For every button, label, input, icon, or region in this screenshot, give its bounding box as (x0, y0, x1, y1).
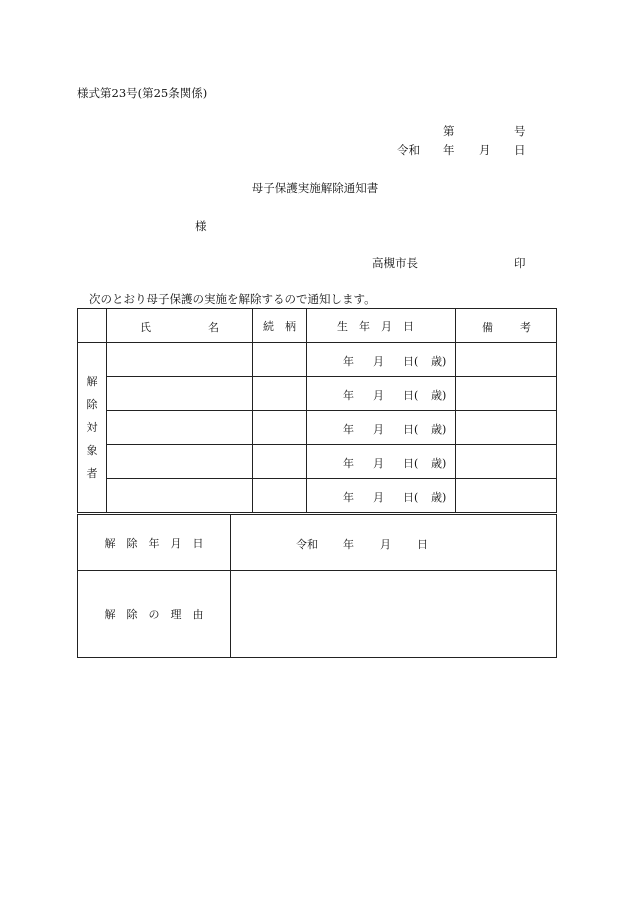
remarks-cell[interactable] (456, 377, 557, 411)
target-persons-table (77, 308, 557, 513)
name-cell[interactable] (107, 411, 253, 445)
relation-cell[interactable] (253, 445, 307, 479)
issuer: 高槻市長 (372, 256, 418, 270)
table-header-row (78, 309, 557, 343)
relation-cell[interactable] (253, 411, 307, 445)
addressee-suffix: 様 (195, 219, 207, 233)
seal-mark: 印 (514, 256, 526, 270)
remarks-cell[interactable] (456, 479, 557, 513)
relation-cell[interactable] (253, 377, 307, 411)
release-info-table (77, 514, 557, 658)
form-number: 様式第23号(第25条関係) (77, 86, 208, 100)
birthdate-cell[interactable]: 年 月 日( 歳) (307, 377, 456, 411)
date-month: 月 (479, 143, 491, 157)
birthdate-cell[interactable]: 年 月 日( 歳) (307, 411, 456, 445)
name-cell[interactable] (107, 445, 253, 479)
header-name: 氏 名 (107, 309, 253, 343)
date-era: 令和 (397, 143, 420, 157)
number-go: 号 (514, 124, 526, 138)
relation-cell[interactable] (253, 343, 307, 377)
remarks-cell[interactable] (456, 411, 557, 445)
table-row (78, 445, 557, 479)
header-remarks: 備 考 (456, 309, 557, 343)
name-cell[interactable] (107, 479, 253, 513)
date-day: 日 (514, 143, 526, 157)
birthdate-cell[interactable]: 年 月 日( 歳) (307, 343, 456, 377)
header-corner (78, 309, 107, 343)
release-reason-row (78, 571, 557, 658)
release-reason-label: 解 除 の 理 由 (78, 571, 231, 658)
table-row (78, 343, 557, 377)
relation-cell[interactable] (253, 479, 307, 513)
remarks-cell[interactable] (456, 343, 557, 377)
birthdate-cell[interactable]: 年 月 日( 歳) (307, 445, 456, 479)
remarks-cell[interactable] (456, 445, 557, 479)
release-date-value[interactable]: 令和 年 月 日 (231, 515, 557, 571)
intro-text: 次のとおり母子保護の実施を解除するので通知します。 (89, 292, 376, 306)
document-title: 母子保護実施解除通知書 (251, 181, 379, 195)
birthdate-cell[interactable]: 年 月 日( 歳) (307, 479, 456, 513)
name-cell[interactable] (107, 343, 253, 377)
table-row (78, 479, 557, 513)
table-row (78, 377, 557, 411)
header-relation: 続 柄 (253, 309, 307, 343)
number-dai: 第 (443, 124, 455, 138)
name-cell[interactable] (107, 377, 253, 411)
header-birthdate: 生 年 月 日 (307, 309, 456, 343)
release-date-row (78, 515, 557, 571)
release-date-label: 解 除 年 月 日 (78, 515, 231, 571)
table-row (78, 411, 557, 445)
date-year: 年 (443, 143, 455, 157)
release-reason-value[interactable] (231, 571, 557, 658)
side-label-target-persons: 解 除 対 象 者 (78, 343, 107, 513)
